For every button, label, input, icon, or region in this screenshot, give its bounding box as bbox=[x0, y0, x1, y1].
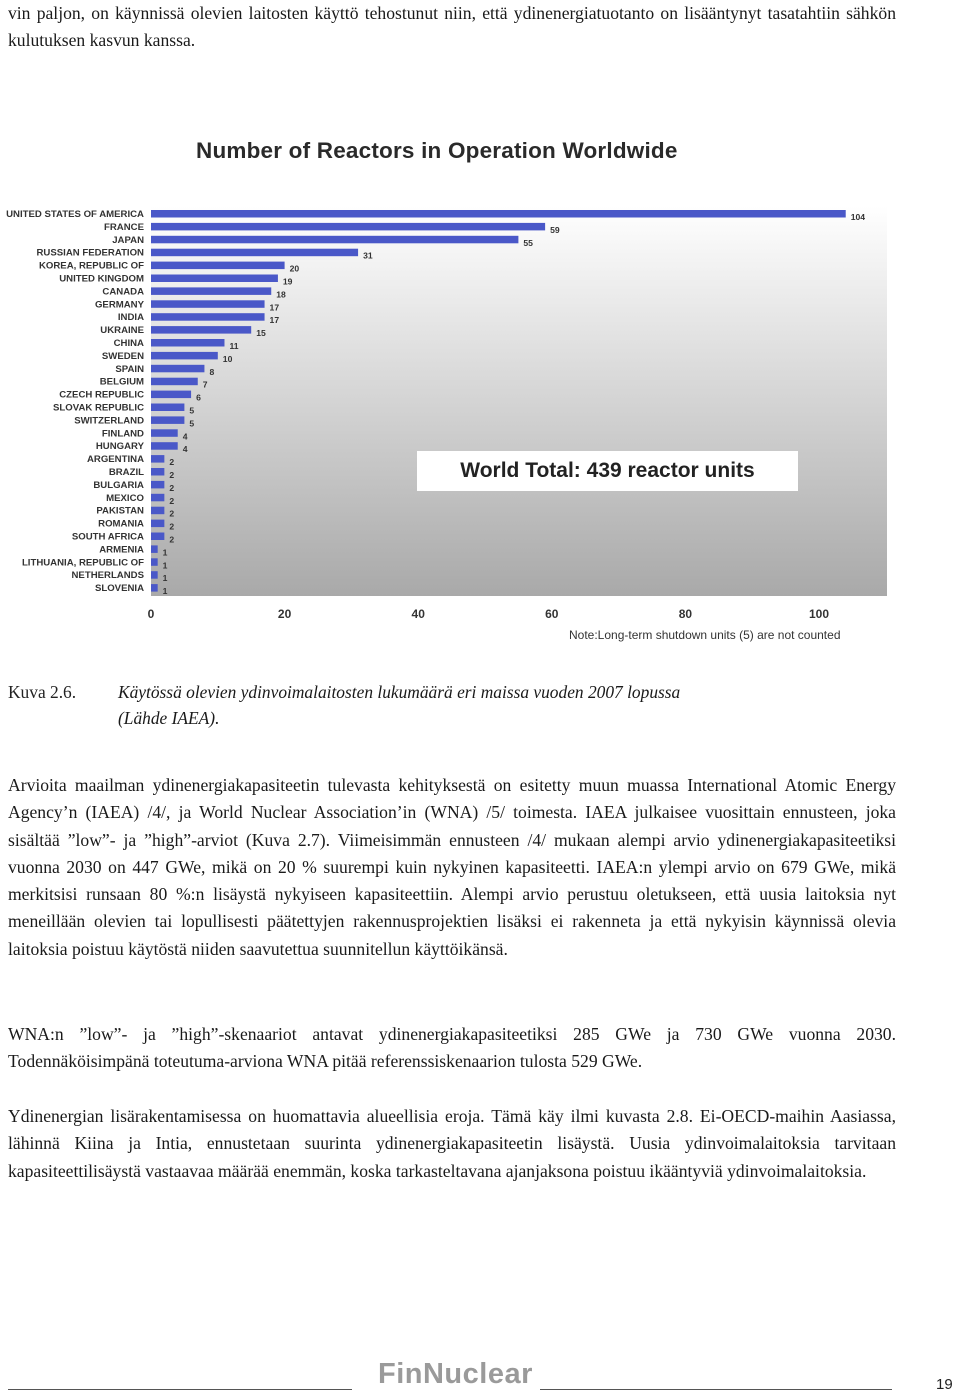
value-label: 1 bbox=[162, 560, 168, 571]
bar-pakistan bbox=[151, 507, 164, 515]
caption-text-line1: Käytössä olevien ydinvoimalaitosten lukumäärä eri maissa vuoden 2007 lopussa bbox=[118, 682, 681, 702]
world-total-annotation: World Total: 439 reactor units bbox=[417, 451, 798, 491]
value-label: 5 bbox=[189, 405, 195, 416]
bar-japan bbox=[151, 236, 518, 244]
body-paragraph-3: Ydinenergian lisärakentamisessa on huomattavia alueellisia eroja. Tämä käy ilmi kuvasta 2.8. Ei-OECD-maihin Aasiassa, lähinnä Kiina ja Intia, ennustetaan suurinta ydinenergiakapasiteetin lisäystä. Uusia ydinvoimalaitoksia tarvitaan kapasiteettilisäystä vastaavaa määrää enemmän, koska tarkasteltavana ajanjaksona poistuu ikääntyviä ydinvoimalaitoksia. bbox=[8, 1106, 896, 1181]
bar-bulgaria bbox=[151, 481, 164, 489]
bar-canada bbox=[151, 287, 271, 295]
x-tick-label: 40 bbox=[411, 607, 425, 621]
figure-caption bbox=[8, 679, 681, 728]
bar-mexico bbox=[151, 494, 164, 502]
category-label: FINLAND bbox=[101, 428, 144, 440]
category-label: UNITED KINGDOM bbox=[59, 273, 144, 285]
footer-rule-left bbox=[8, 1389, 352, 1390]
category-label: ARGENTINA bbox=[86, 454, 144, 466]
category-label: NETHERLANDS bbox=[71, 570, 144, 582]
intro-paragraph: vin paljon, on käynnissä olevien laitosten käyttö tehostunut niin, että ydinenergiatuotanto on lisääntynyt tasatahtiin sähkön kulutuksen kasvun kanssa. bbox=[8, 3, 896, 51]
body-paragraph-2: WNA:n ”low”- ja ”high”-skenaariot antavat ydinenergiakapasiteetiksi 285 GWe ja 730 GWe vuonna 2030. Todennäköisimpänä toteutuma-arviona WNA pitää referenssiskenaarion tulosta 529 GWe. bbox=[8, 1024, 896, 1072]
category-label: LITHUANIA, REPUBLIC OF bbox=[21, 557, 144, 569]
category-label: SWITZERLAND bbox=[74, 415, 144, 427]
bar-france bbox=[151, 223, 545, 231]
value-label: 1 bbox=[162, 573, 168, 584]
bar-czech-republic bbox=[151, 391, 191, 399]
bar-russian-federation bbox=[151, 249, 358, 257]
category-label: UKRAINE bbox=[100, 325, 144, 337]
bar-argentina bbox=[151, 455, 164, 463]
finnuclear-logo: FinNuclear bbox=[378, 1358, 533, 1390]
body-paragraph-1: Arvioita maailman ydinenergiakapasiteetin tulevasta kehityksestä on esitetty muun muassa International Atomic Energy Agency’n (IAEA) /4/, ja World Nuclear Association’in (WNA) /5/ toimesta. IAEA julkaisee vuosittain ennusteen, joka sisältää ”low”- ja ”high”-arviot (Kuva 2.7). Viimeisimmän ennusteen /4/ mukaan alempi arvio ydinenergiakapasiteetiksi vuonna 2030 on 447 GWe, mikä on 20 % suurempi kuin nykyinen kapasiteetti. IAEA:n ylempi arvio on 679 GWe, mikä merkitsisi runsaan 80 %:n lisäystä nykyiseen kapasiteettiin. Alempi arvio perustuu oletukseen, että uusia laitoksia nyt meneillään olevien tai lopullisesti päätettyjen rakennusprojektien lisäksi ei rakenneta ja että nykyisin käynnissä olevia laitoksia poistuu käytöstä niiden saavutettua suunnitellun käyttöikänsä. bbox=[8, 775, 896, 959]
value-label: 4 bbox=[182, 431, 188, 442]
x-tick-label: 100 bbox=[808, 607, 830, 621]
value-label: 55 bbox=[523, 237, 533, 248]
category-label: BRAZIL bbox=[108, 467, 144, 478]
bar-korea-republic-of bbox=[151, 262, 285, 270]
value-label: 18 bbox=[276, 289, 286, 300]
bar-hungary bbox=[151, 442, 178, 450]
category-label: GERMANY bbox=[94, 299, 144, 311]
category-label: CZECH REPUBLIC bbox=[59, 389, 144, 401]
value-label: 10 bbox=[222, 353, 233, 364]
category-label: ARMENIA bbox=[99, 544, 144, 556]
category-label: INDIA bbox=[117, 312, 144, 324]
category-label: FRANCE bbox=[104, 221, 144, 233]
category-label: MEXICO bbox=[106, 492, 144, 504]
category-label: CHINA bbox=[113, 338, 144, 349]
chart-note: Note:Long-term shutdown units (5) are not counted bbox=[569, 628, 841, 642]
bar-brazil bbox=[151, 468, 164, 476]
category-label: BELGIUM bbox=[99, 376, 144, 388]
category-label: PAKISTAN bbox=[96, 505, 144, 517]
value-label: 2 bbox=[169, 534, 175, 545]
category-label: SLOVAK REPUBLIC bbox=[53, 402, 144, 414]
bar-ukraine bbox=[151, 326, 251, 334]
value-label: 2 bbox=[169, 457, 175, 468]
x-tick-label: 80 bbox=[678, 607, 693, 621]
category-label: BULGARIA bbox=[93, 479, 144, 491]
value-label: 17 bbox=[269, 315, 280, 326]
category-label: UNITED STATES OF AMERICA bbox=[6, 209, 144, 220]
bar-spain bbox=[151, 365, 204, 373]
value-label: 15 bbox=[256, 328, 266, 339]
bar-china bbox=[151, 339, 224, 347]
footer-rule-right bbox=[540, 1389, 892, 1390]
value-label: 1 bbox=[162, 586, 168, 597]
value-label: 59 bbox=[550, 224, 560, 235]
value-label: 7 bbox=[202, 379, 208, 390]
bar-armenia bbox=[151, 545, 158, 553]
caption-text-line2: (Lähde IAEA). bbox=[118, 708, 220, 728]
category-label: CANADA bbox=[102, 286, 144, 298]
category-label: ROMANIA bbox=[98, 518, 144, 530]
reactor-bar-chart-svg bbox=[0, 130, 960, 650]
category-label: SPAIN bbox=[115, 363, 144, 375]
category-label: SLOVENIA bbox=[94, 583, 144, 595]
category-label: JAPAN bbox=[112, 234, 144, 246]
category-label: RUSSIAN FEDERATION bbox=[36, 247, 144, 259]
value-label: 2 bbox=[169, 470, 175, 480]
value-label: 2 bbox=[169, 482, 175, 493]
bar-switzerland bbox=[151, 416, 184, 424]
value-label: 20 bbox=[289, 263, 300, 274]
bar-belgium bbox=[151, 378, 198, 386]
page-number: 19 bbox=[936, 1376, 953, 1393]
category-label: SWEDEN bbox=[101, 350, 144, 362]
bar-india bbox=[151, 313, 265, 321]
bar-finland bbox=[151, 429, 178, 437]
bar-germany bbox=[151, 300, 265, 308]
x-tick-label: 0 bbox=[147, 607, 155, 621]
bar-slovenia bbox=[151, 584, 158, 592]
value-label: 4 bbox=[182, 444, 188, 455]
bar-south-africa bbox=[151, 533, 164, 541]
value-label: 19 bbox=[282, 276, 293, 287]
bar-lithuania-republic-of bbox=[151, 558, 158, 566]
bar-romania bbox=[151, 520, 164, 528]
value-label: 8 bbox=[209, 366, 215, 377]
value-label: 2 bbox=[169, 508, 175, 519]
value-label: 2 bbox=[169, 521, 175, 532]
value-label: 5 bbox=[189, 418, 195, 429]
bar-netherlands bbox=[151, 571, 158, 579]
value-label: 2 bbox=[169, 495, 175, 506]
x-tick-label: 20 bbox=[277, 607, 292, 621]
caption-number: Kuva 2.6. bbox=[8, 682, 77, 702]
value-label: 17 bbox=[269, 302, 280, 313]
bar-sweden bbox=[151, 352, 218, 360]
bar-united-states-of-america bbox=[151, 210, 846, 218]
category-label: KOREA, REPUBLIC OF bbox=[38, 260, 144, 272]
value-label: 6 bbox=[196, 392, 201, 403]
category-label: SOUTH AFRICA bbox=[71, 531, 144, 543]
value-label: 104 bbox=[850, 212, 866, 222]
reactor-chart bbox=[0, 130, 960, 650]
value-label: 31 bbox=[363, 250, 373, 261]
bar-slovak-republic bbox=[151, 404, 184, 412]
bar-united-kingdom bbox=[151, 275, 278, 283]
x-tick-label: 60 bbox=[545, 607, 559, 621]
value-label: 11 bbox=[229, 341, 239, 351]
chart-title: Number of Reactors in Operation Worldwide bbox=[196, 138, 678, 163]
value-label: 1 bbox=[162, 547, 168, 558]
category-label: HUNGARY bbox=[95, 441, 144, 453]
